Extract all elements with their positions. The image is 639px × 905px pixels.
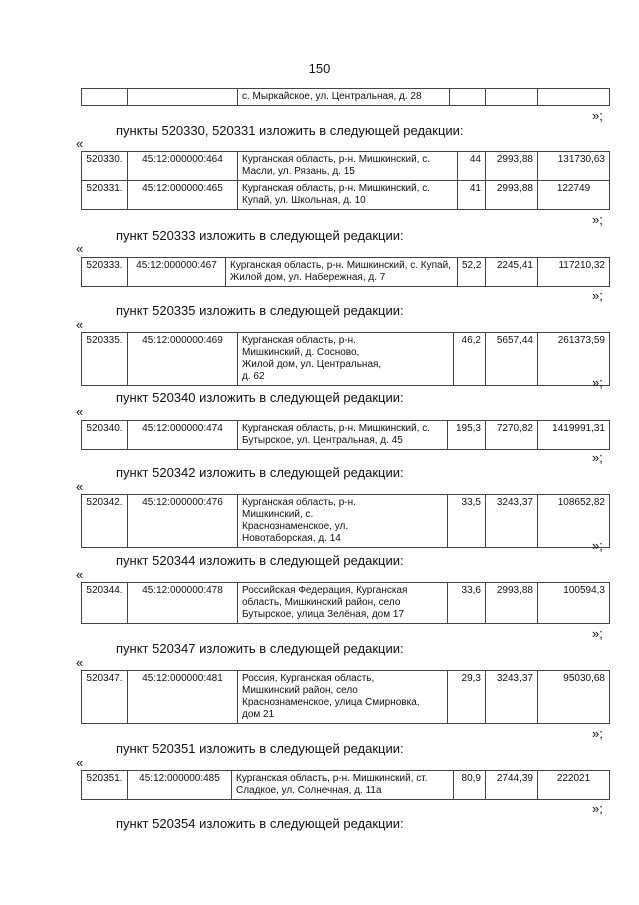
- opening-quote: «: [76, 317, 84, 332]
- cell-area: 46,2: [454, 333, 486, 386]
- cell-no: 520342.: [82, 495, 128, 548]
- cell-area: 195,3: [448, 421, 486, 450]
- cell-cadastre: 45:12:000000:476: [128, 495, 238, 548]
- register-table: [81, 494, 610, 548]
- closing-quote: »;: [592, 450, 603, 465]
- cell-price: 7270,82: [486, 421, 538, 450]
- cell-value: 131730,63: [538, 152, 610, 181]
- cell-price: 3243,37: [486, 495, 538, 548]
- closing-quote: »;: [592, 626, 603, 641]
- opening-quote: «: [76, 241, 84, 256]
- cell-cadastre: 45:12:000000:469: [128, 333, 238, 386]
- cell-value: 108652,82: [538, 495, 610, 548]
- cell-cadastre: 45:12:000000:474: [128, 421, 238, 450]
- opening-quote: «: [76, 567, 84, 582]
- register-table: [81, 151, 610, 210]
- cell-address: Курганская область, р-н. Мишкинский, с. Купай, Жилой дом, ул. Набережная, д. 7: [226, 258, 458, 287]
- cell-cadastre: [128, 89, 238, 106]
- cell-address: Курганская область, р-н. Мишкинский, с. Купай, ул. Школьная, д. 10: [238, 181, 458, 210]
- cell-address: Россия, Курганская область, Мишкинский район, село Краснознаменское, улица Смирновка, дом 21: [238, 671, 448, 724]
- opening-quote: «: [76, 136, 84, 151]
- table-row: [82, 421, 610, 450]
- register-table: [81, 332, 610, 386]
- cell-area: 41: [458, 181, 486, 210]
- cell-no: 520351.: [82, 771, 128, 800]
- cell-no: 520344.: [82, 583, 128, 624]
- cell-address: Курганская область, р-н. Мишкинский, с. Масли, ул. Рязань, д. 15: [238, 152, 458, 181]
- cell-no: 520335.: [82, 333, 128, 386]
- amendment-intro: пункт 520351 изложить в следующей редакции:: [116, 741, 404, 756]
- cell-address: Российская Федерация, Курганская область, Мишкинский район, село Бутырское, улица Зелёная, дом 17: [238, 583, 448, 624]
- amendment-intro: пункт 520335 изложить в следующей редакции:: [116, 303, 404, 318]
- amendment-intro: пункт 520340 изложить в следующей редакции:: [116, 390, 404, 405]
- cell-price: 3243,37: [486, 671, 538, 724]
- table-row: [82, 181, 610, 210]
- opening-quote: «: [76, 655, 84, 670]
- closing-quote: »;: [592, 288, 603, 303]
- cell-cadastre: 45:12:000000:478: [128, 583, 238, 624]
- cell-no: [82, 89, 128, 106]
- cell-value: 261373,59: [538, 333, 610, 386]
- register-table-top: [81, 88, 610, 106]
- amendment-intro: пункт 520354 изложить в следующей редакции:: [116, 816, 404, 831]
- cell-area: 44: [458, 152, 486, 181]
- cell-price: 2744,39: [486, 771, 538, 800]
- table-row: [82, 495, 610, 548]
- cell-cadastre: 45:12:000000:467: [128, 258, 226, 287]
- cell-address: Курганская область, р-н. Мишкинский, с. Краснознаменское, ул. Новотаборская, д. 14: [238, 495, 448, 548]
- closing-quote: »;: [592, 726, 603, 741]
- closing-quote: »;: [592, 538, 603, 553]
- table-row: [82, 152, 610, 181]
- closing-quote: »;: [592, 212, 603, 227]
- cell-price: 2993,88: [486, 583, 538, 624]
- table-row: [82, 671, 610, 724]
- cell-value: 95030,68: [538, 671, 610, 724]
- cell-cadastre: 45:12:000000:464: [128, 152, 238, 181]
- register-table: [81, 582, 610, 624]
- cell-value: 122749: [538, 181, 610, 210]
- amendment-intro: пункт 520333 изложить в следующей редакции:: [116, 228, 404, 243]
- amendment-intro: пункт 520342 изложить в следующей редакции:: [116, 465, 404, 480]
- cell-value: 222021: [538, 771, 610, 800]
- cell-value: 100594,3: [538, 583, 610, 624]
- opening-quote: «: [76, 479, 84, 494]
- register-table: [81, 257, 610, 287]
- closing-quote: »;: [592, 108, 603, 123]
- cell-area: 33,6: [448, 583, 486, 624]
- cell-value: 117210,32: [538, 258, 610, 287]
- table-row: [82, 89, 610, 106]
- cell-address: Курганская область, р-н. Мишкинский, д. Сосново, Жилой дом, ул. Центральная, д. 62: [238, 333, 454, 386]
- register-table: [81, 420, 610, 450]
- cell-price: 5657,44: [486, 333, 538, 386]
- cell-cadastre: 45:12:000000:485: [128, 771, 232, 800]
- cell-area: 33,5: [448, 495, 486, 548]
- cell-cadastre: 45:12:000000:481: [128, 671, 238, 724]
- amendment-intro: пункт 520344 изложить в следующей редакции:: [116, 553, 404, 568]
- opening-quote: «: [76, 404, 84, 419]
- closing-quote: »;: [592, 801, 603, 816]
- cell-value: 1419991,31: [538, 421, 610, 450]
- table-row: [82, 583, 610, 624]
- cell-area: 52,2: [458, 258, 486, 287]
- cell-price: 2245,41: [486, 258, 538, 287]
- cell-price: 2993,88: [486, 181, 538, 210]
- cell-price: [486, 89, 538, 106]
- amendment-intro: пункты 520330, 520331 изложить в следующей редакции:: [116, 123, 464, 138]
- cell-area: 29,3: [448, 671, 486, 724]
- cell-area: 80,9: [454, 771, 486, 800]
- amendment-intro: пункт 520347 изложить в следующей редакции:: [116, 641, 404, 656]
- cell-value: [538, 89, 610, 106]
- cell-no: 520347.: [82, 671, 128, 724]
- cell-no: 520331.: [82, 181, 128, 210]
- register-table: [81, 670, 610, 724]
- cell-price: 2993,88: [486, 152, 538, 181]
- cell-address: Курганская область, р-н. Мишкинский, ст. Сладкое, ул. Солнечная, д. 11а: [232, 771, 454, 800]
- table-row: [82, 771, 610, 800]
- closing-quote: »;: [592, 375, 603, 390]
- cell-no: 520333.: [82, 258, 128, 287]
- table-row: [82, 258, 610, 287]
- cell-no: 520340.: [82, 421, 128, 450]
- cell-area: [450, 89, 486, 106]
- page-number: 150: [308, 61, 331, 76]
- cell-no: 520330.: [82, 152, 128, 181]
- cell-address: с. Мыркайское, ул. Центральная, д. 28: [238, 89, 450, 106]
- register-table: [81, 770, 610, 800]
- table-row: [82, 333, 610, 386]
- cell-address: Курганская область, р-н. Мишкинский, с. Бутырское, ул. Центральная, д. 45: [238, 421, 448, 450]
- cell-cadastre: 45:12:000000:465: [128, 181, 238, 210]
- opening-quote: «: [76, 755, 84, 770]
